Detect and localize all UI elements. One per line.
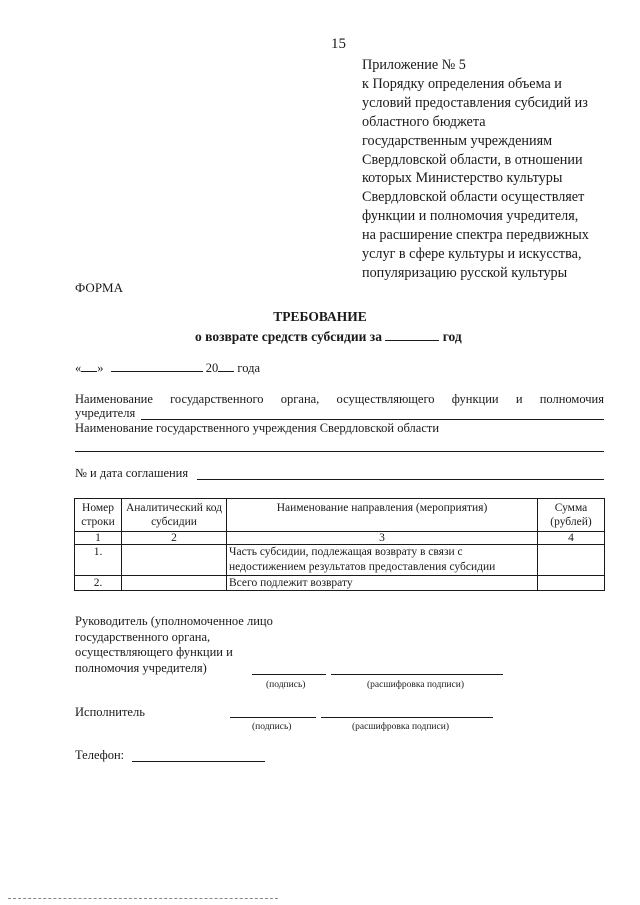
appendix-line: услуг в сфере культуры и искусства, — [362, 246, 582, 263]
name-cell: Часть субсидии, подлежащая возврату в связи с недостижением результатов предоставления субсидии — [227, 545, 538, 576]
head-line: государственного органа, — [75, 629, 211, 644]
appendix-line: на расширение спектра передвижных — [362, 227, 589, 244]
org-label-cont: учредителя — [75, 406, 136, 420]
head-signature-label — [75, 614, 273, 676]
code-cell[interactable] — [122, 576, 227, 591]
date-open-quote: « — [75, 361, 82, 375]
executor-decoding-caption: (расшифровка подписи) — [352, 722, 449, 732]
executor-decoding-field[interactable] — [321, 717, 493, 718]
col-number: 4 — [538, 532, 605, 545]
appendix-header — [362, 56, 589, 283]
col-number: 1 — [75, 532, 122, 545]
row-number: 1. — [75, 545, 122, 576]
date-year-prefix: 20 — [205, 361, 219, 375]
page-number: 15 — [331, 36, 346, 52]
agreement-label: № и дата соглашения — [75, 466, 189, 480]
appendix-line: Свердловской области осуществляет — [362, 189, 585, 206]
org-label: Наименование государственного органа, осуществляющего функции и полномочия — [75, 392, 604, 406]
day-blank[interactable] — [81, 359, 97, 372]
appendix-line: к Порядку определения объема и — [362, 75, 562, 92]
institution-name-field[interactable] — [75, 451, 604, 452]
name-cell: Всего подлежит возврату — [227, 576, 538, 591]
requirement-table — [74, 498, 605, 591]
executor-signature-field[interactable] — [230, 717, 316, 718]
document-subtitle — [195, 328, 462, 345]
date-line — [75, 359, 260, 376]
month-blank[interactable] — [111, 359, 203, 372]
table-row — [75, 545, 605, 576]
form-label: ФОРМА — [75, 280, 123, 295]
head-decoding-field[interactable] — [331, 674, 503, 675]
appendix-line: функции и полномочия учредителя, — [362, 208, 579, 225]
column-number-row — [75, 532, 605, 545]
appendix-line: условий предоставления субсидий из — [362, 94, 588, 111]
year-blank[interactable] — [385, 328, 439, 341]
institution-label: Наименование государственного учреждения Свердловской области — [75, 421, 440, 435]
appendix-line: популяризацию русской культуры — [362, 264, 568, 281]
col-number: 2 — [122, 532, 227, 545]
head-line: полномочия учредителя) — [75, 660, 207, 675]
sum-cell[interactable] — [538, 545, 605, 576]
appendix-line: Приложение № 5 — [362, 57, 466, 73]
head-signature-caption: (подпись) — [266, 680, 306, 690]
col-header-sum: Сумма (рублей) — [538, 499, 605, 532]
org-name-field[interactable] — [141, 419, 604, 420]
subtitle-prefix: о возврате средств субсидии за — [195, 329, 382, 344]
appendix-line: Свердловской области, в отношении — [362, 151, 583, 168]
table-header-row — [75, 499, 605, 532]
row-number: 2. — [75, 576, 122, 591]
agreement-field[interactable] — [197, 479, 604, 480]
code-cell[interactable] — [122, 545, 227, 576]
col-header-name: Наименование направления (мероприятия) — [227, 499, 538, 532]
year-digits-blank[interactable] — [218, 359, 234, 372]
sum-cell[interactable] — [538, 576, 605, 591]
subtitle-suffix: год — [442, 329, 462, 344]
col-header-code: Аналитический код субсидии — [122, 499, 227, 532]
executor-signature-caption: (подпись) — [252, 722, 292, 732]
table-row — [75, 576, 605, 591]
executor-label: Исполнитель — [75, 705, 145, 719]
col-number: 3 — [227, 532, 538, 545]
document-title: ТРЕБОВАНИЕ — [273, 309, 367, 324]
phone-label: Телефон: — [75, 748, 125, 762]
footer-divider — [8, 898, 278, 899]
phone-field[interactable] — [132, 761, 265, 762]
head-decoding-caption: (расшифровка подписи) — [367, 680, 464, 690]
appendix-line: государственным учреждениям — [362, 132, 553, 149]
head-line: Руководитель (уполномоченное лицо — [75, 614, 273, 628]
appendix-line: которых Министерство культуры — [362, 170, 563, 187]
head-line: осуществляющего функции и — [75, 645, 233, 659]
date-close-quote: » — [97, 361, 104, 375]
col-header-row-number: Номер строки — [75, 499, 122, 532]
appendix-line: областного бюджета — [362, 113, 486, 130]
date-year-suffix: года — [237, 361, 260, 375]
head-signature-field[interactable] — [252, 674, 326, 675]
